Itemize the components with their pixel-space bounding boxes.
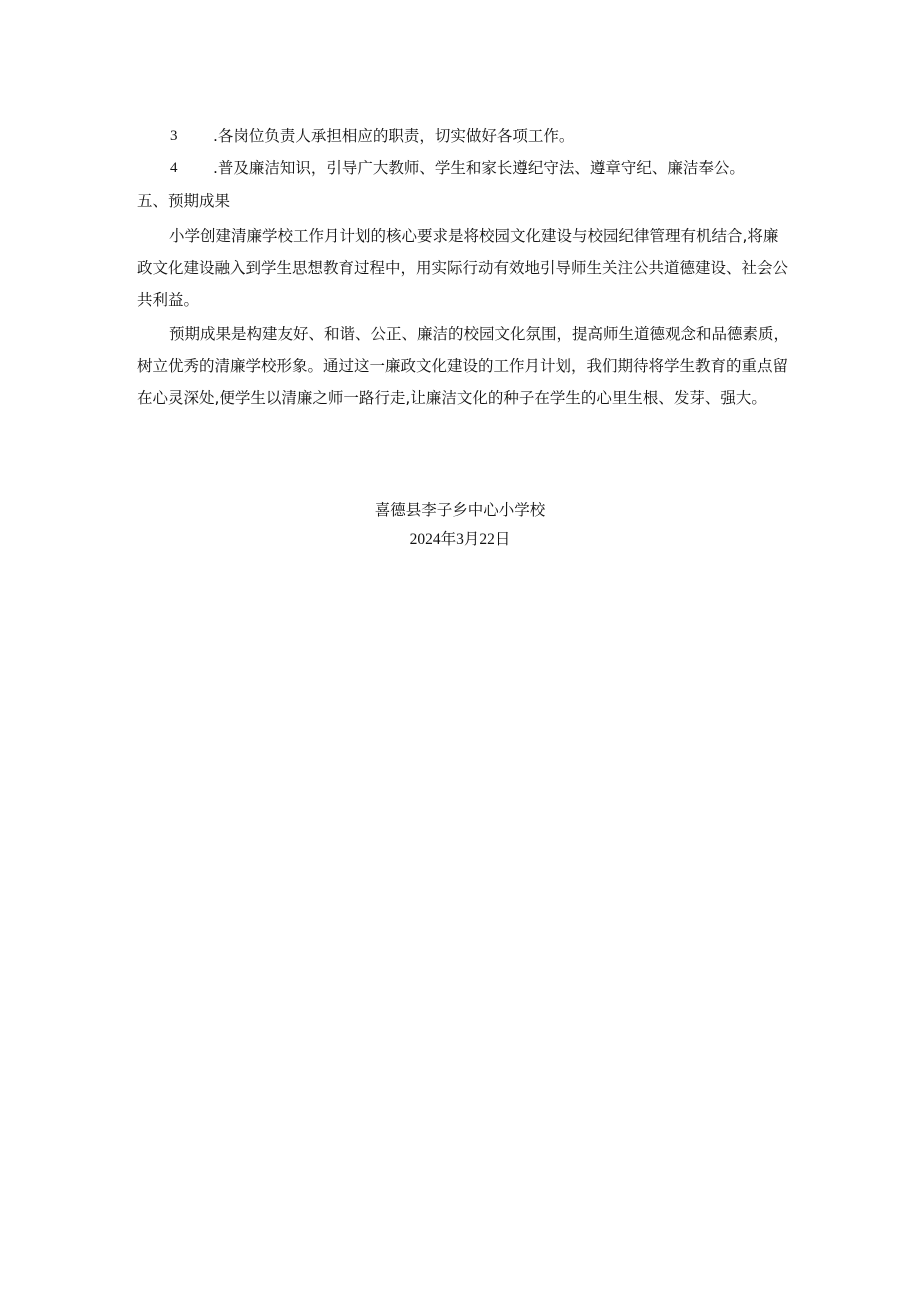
paragraph-2-line-3: 在心灵深处,便学生以清廉之师一路行走,让廉洁文化的种子在学生的心里生根、发芽、强大。 — [137, 389, 767, 407]
list-item-number: 4 — [170, 160, 178, 176]
paragraph-2-line-1: 预期成果是构建友好、和谐、公正、廉洁的校园文化氛围，提高师生道德观念和品德素质， — [169, 325, 790, 343]
list-item-number: 3 — [170, 128, 178, 144]
paragraph-2-line-2: 树立优秀的清廉学校形象。通过这一廉政文化建设的工作月计划，我们期待将学生教育的重点留 — [137, 357, 789, 375]
section-heading: 五、预期成果 — [137, 192, 231, 210]
signature-date: 2024年3月22日 — [409, 531, 511, 548]
paragraph-1-line-2: 政文化建设融入到学生思想教育过程中，用实际行动有效地引导师生关注公共道德建设、社会公 — [137, 259, 789, 277]
signature-school: 喜德县李子乡中心小学校 — [374, 501, 546, 519]
list-item-text: .各岗位负责人承担相应的职责，切实做好各项工作。 — [213, 127, 575, 145]
list-item-text: .普及廉洁知识，引导广大教师、学生和家长遵纪守法、遵章守纪、廉洁奉公。 — [213, 159, 745, 177]
paragraph-1-line-1: 小学创建清廉学校工作月计划的核心要求是将校园文化建设与校园纪律管理有机结合,将廉 — [169, 227, 779, 245]
paragraph-1-line-3: 共利益。 — [137, 291, 200, 309]
